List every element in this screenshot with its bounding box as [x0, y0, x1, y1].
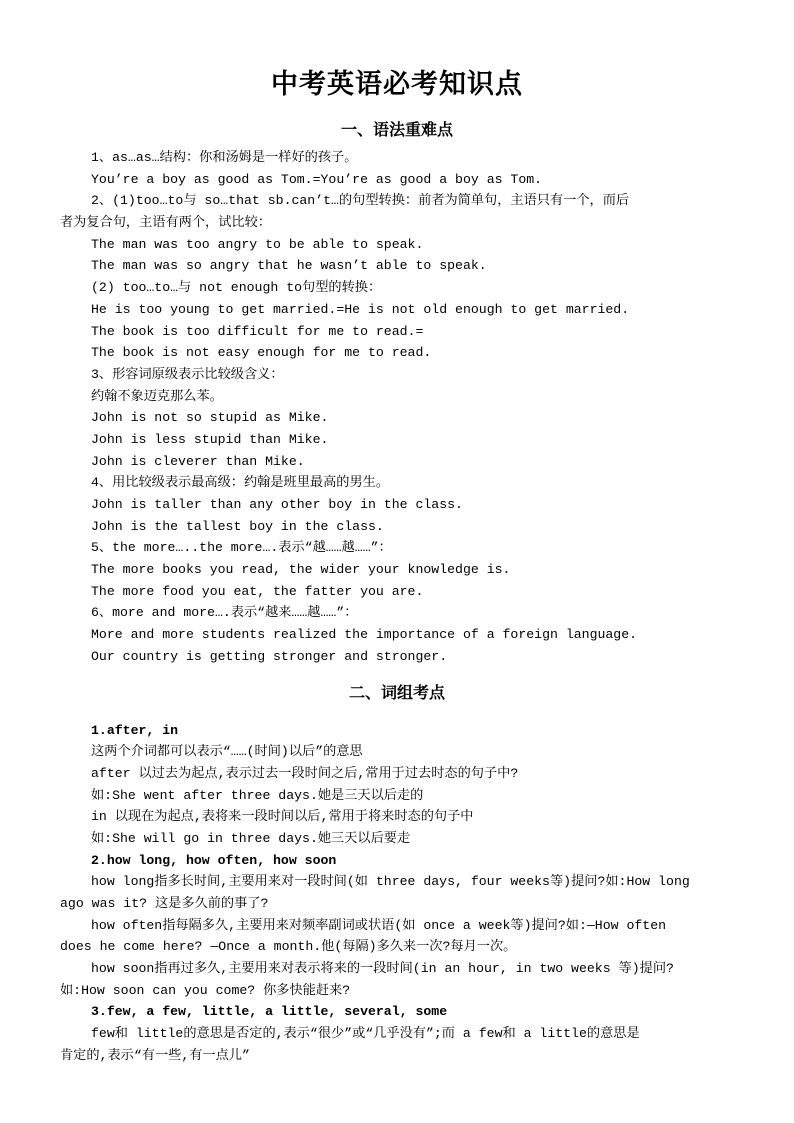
item-title: 3.few, a few, little, a little, several, some — [91, 1004, 448, 1020]
text-line: Our country is getting stronger and stronger. — [91, 648, 448, 664]
text-line: 6、more and more….表示“越来……越……”： — [91, 605, 358, 621]
text-line: You’re a boy as good as Tom.=You’re as good a boy as Tom. — [91, 171, 543, 187]
section-heading-grammar: 一、语法重难点 — [340, 120, 453, 139]
text-line: The man was so angry that he wasn’t able to speak. — [91, 258, 487, 274]
text-line: More and more students realized the importance of a foreign language. — [91, 627, 638, 643]
text-line: 2、(1)too…to与 so…that sb.can’t…的句型转换：前者为简单句，主语只有一个，而后 — [91, 193, 630, 209]
item-title: 2.how long, how often, how soon — [91, 852, 337, 868]
text-line: ago was it? 这是多久前的事了? — [60, 896, 269, 911]
text-line: does he come here? —Once a month.他(每隔)多久来一次?每月一次。 — [60, 939, 517, 955]
text-line: 这两个介词都可以表示“……(时间)以后”的意思 — [91, 744, 363, 760]
text-line: 如:She will go in three days.她三天以后要走 — [91, 830, 411, 846]
text-line: The man was too angry to be able to speak. — [91, 236, 424, 252]
text-line: how often指每隔多久,主要用来对频率副词或状语(如 once a week等)提问?如:—How often — [91, 917, 667, 933]
item-title: 1.after, in — [91, 722, 179, 738]
document-title: 中考英语必考知识点 — [271, 69, 523, 100]
text-line: after 以过去为起点,表示过去一段时间之后,常用于过去时态的句子中? — [91, 765, 519, 781]
text-line: The book is too difficult for me to read.= — [91, 323, 424, 339]
text-line: John is less stupid than Mike. — [91, 431, 329, 447]
text-line: John is cleverer than Mike. — [91, 453, 305, 469]
text-line: few和 little的意思是否定的,表示“很少”或“几乎没有”;而 a few和 a little的意思是 — [91, 1026, 640, 1042]
text-line: 者为复合句，主语有两个，试比较： — [60, 215, 271, 231]
document-body — [60, 147, 740, 1067]
text-line: 约翰不象迈克那么苯。 — [91, 388, 223, 404]
text-line: The more food you eat, the fatter you are. — [91, 583, 424, 599]
text-line: (2) too…to…与 not enough to句型的转换： — [91, 280, 382, 296]
text-line: He is too young to get married.=He is not old enough to get married. — [91, 301, 630, 317]
text-line: The book is not easy enough for me to read. — [91, 345, 432, 361]
text-line: how long指多长时间,主要用来对一段时间(如 three days, four weeks等)提问?如:How long — [91, 874, 690, 890]
text-line: how soon指再过多久,主要用来对表示将来的一段时间(in an hour, in two weeks 等)提问? — [91, 961, 674, 977]
text-line: 3、形容词原级表示比较级含义： — [91, 366, 284, 382]
text-line: John is taller than any other boy in the class. — [91, 497, 463, 512]
text-line: 如:She went after three days.她是三天以后走的 — [91, 787, 424, 803]
text-line: 4、用比较级表示最高级：约翰是班里最高的男生。 — [91, 475, 390, 491]
text-line: 1、as…as…结构：你和汤姆是一样好的孩子。 — [91, 150, 358, 165]
text-line: The more books you read, the wider your knowledge is. — [91, 562, 511, 578]
text-line: John is the tallest boy in the class. — [91, 518, 384, 534]
text-line: in 以现在为起点,表将来一段时间以后,常用于将来时态的句子中 — [91, 809, 474, 825]
section-heading-phrases: 二、词组考点 — [348, 683, 445, 702]
text-line: 如:How soon can you come? 你多快能赶来? — [60, 982, 351, 998]
text-line: 肯定的,表示“有一些,有一点儿” — [60, 1047, 250, 1063]
text-line: 5、the more…..the more….表示“越……越……”： — [91, 540, 392, 556]
text-line: John is not so stupid as Mike. — [91, 410, 329, 426]
